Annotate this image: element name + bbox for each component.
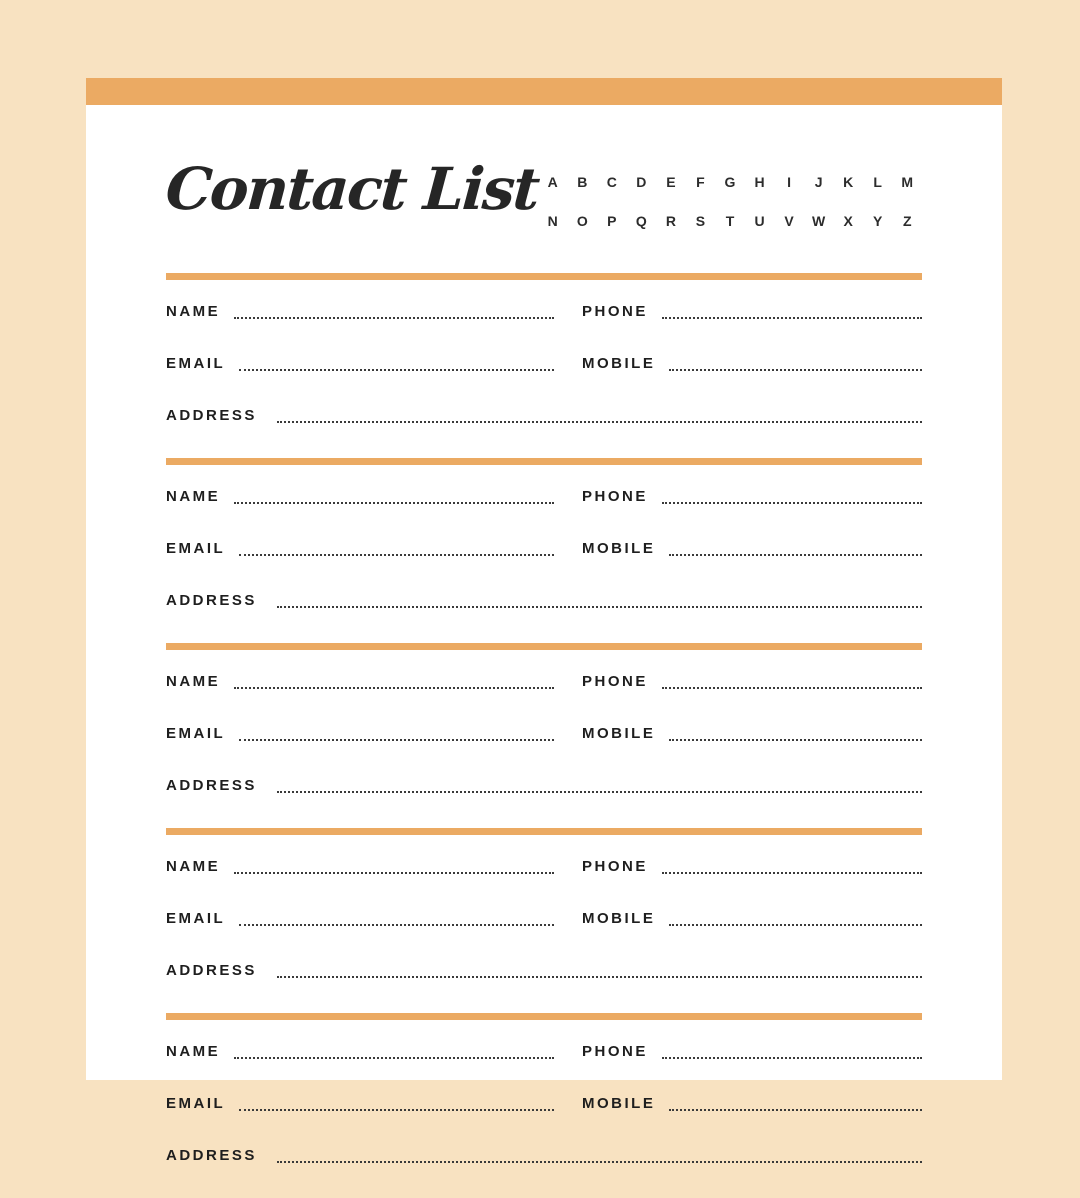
name-label: NAME [166,673,221,690]
address-label: ADDRESS [166,962,257,979]
alphabet-letter: P [607,213,617,229]
alphabet-letter: X [843,213,853,229]
mobile-field [582,1094,922,1114]
alphabet-letter: R [665,213,676,229]
mobile-write-line [669,554,922,556]
alphabet-letter: K [843,174,854,190]
address-row [166,406,922,426]
email-mobile-row [166,1094,922,1114]
name-phone-row [166,302,922,322]
contact-entry-section [166,828,922,1013]
phone-label: PHONE [582,673,648,690]
phone-label: PHONE [582,488,648,505]
contact-entry-section [166,273,922,458]
email-label: EMAIL [166,355,226,372]
address-row [166,591,922,611]
mobile-write-line [669,924,922,926]
mobile-field [582,354,922,374]
name-label: NAME [166,858,221,875]
phone-field [582,1042,922,1062]
alphabet-letter: I [787,174,791,190]
alphabet-letter: V [784,213,794,229]
phone-field [582,857,922,877]
alphabet-row-n-z [538,212,922,231]
address-field [166,776,922,796]
name-write-line [234,502,554,504]
name-write-line [234,1057,554,1059]
name-write-line [234,317,554,319]
alphabet-letter: Y [873,213,883,229]
email-field [166,909,554,929]
email-field [166,354,554,374]
address-label: ADDRESS [166,1147,257,1164]
contact-entry-section [166,458,922,643]
address-label: ADDRESS [166,592,257,609]
mobile-write-line [669,369,922,371]
alphabet-letter: Z [902,213,912,229]
email-field [166,539,554,559]
phone-write-line [662,1057,922,1059]
page-content [86,105,1002,1198]
name-phone-row [166,1042,922,1062]
phone-write-line [662,502,922,504]
alphabet-letter: N [547,213,558,229]
name-field [166,857,554,877]
address-label: ADDRESS [166,777,257,794]
name-write-line [234,872,554,874]
mobile-label: MOBILE [582,725,656,742]
name-phone-row [166,487,922,507]
address-row [166,961,922,981]
address-write-line [277,606,922,608]
alphabet-letter: D [636,174,647,190]
mobile-write-line [669,1109,922,1111]
email-mobile-row [166,354,922,374]
name-write-line [234,687,554,689]
address-write-line [277,421,922,423]
address-label: ADDRESS [166,407,257,424]
section-divider-bar [166,273,922,280]
address-row [166,1146,922,1166]
phone-write-line [662,317,922,319]
alphabet-letter: M [901,174,914,190]
contact-list-page [86,78,1002,1164]
email-mobile-row [166,909,922,929]
alphabet-letter: A [547,174,558,190]
name-label: NAME [166,488,221,505]
section-divider-bar [166,1013,922,1020]
phone-field [582,672,922,692]
address-row [166,776,922,796]
email-write-line [239,1109,554,1111]
email-write-line [239,739,554,741]
address-field [166,591,922,611]
name-field [166,672,554,692]
page-top-accent-bar [86,78,1002,105]
name-label: NAME [166,303,221,320]
alphabet-letter: H [754,174,765,190]
alphabet-letter: S [695,213,706,229]
alphabet-letter: W [811,213,826,229]
email-write-line [239,924,554,926]
address-field [166,1146,922,1166]
email-write-line [239,554,554,556]
alphabet-letter: G [724,174,736,190]
email-label: EMAIL [166,725,226,742]
phone-label: PHONE [582,1043,648,1060]
contact-sections [166,273,922,1198]
phone-field [582,302,922,322]
section-divider-bar [166,828,922,835]
email-label: EMAIL [166,1095,226,1112]
email-mobile-row [166,539,922,559]
phone-write-line [662,687,922,689]
address-write-line [277,791,922,793]
alphabet-letter: O [576,213,588,229]
alphabet-letter: T [725,213,735,229]
contact-entry-section [166,1013,922,1198]
email-field [166,1094,554,1114]
email-mobile-row [166,724,922,744]
alphabet-row-a-m [538,173,922,192]
mobile-field [582,909,922,929]
email-label: EMAIL [166,540,226,557]
page-header [163,105,922,273]
alphabet-letter: F [696,174,705,190]
alphabet-letter: E [666,174,676,190]
name-phone-row [166,857,922,877]
address-field [166,406,922,426]
alphabet-letter: J [814,174,823,190]
section-divider-bar [166,458,922,465]
address-write-line [277,1161,922,1163]
section-divider-bar [166,643,922,650]
mobile-label: MOBILE [582,540,656,557]
name-label: NAME [166,1043,221,1060]
phone-field [582,487,922,507]
mobile-field [582,539,922,559]
phone-label: PHONE [582,858,648,875]
email-write-line [239,369,554,371]
alphabet-letter: U [754,213,765,229]
mobile-write-line [669,739,922,741]
address-write-line [277,976,922,978]
contact-entry-section [166,643,922,828]
name-field [166,1042,554,1062]
name-field [166,302,554,322]
page-title: Contact List [163,155,541,223]
email-field [166,724,554,744]
phone-write-line [662,872,922,874]
mobile-label: MOBILE [582,1095,656,1112]
mobile-label: MOBILE [582,910,656,927]
alphabet-letter: C [606,174,617,190]
alphabet-letter: L [873,174,882,190]
alphabet-index [538,147,922,231]
mobile-field [582,724,922,744]
mobile-label: MOBILE [582,355,656,372]
phone-label: PHONE [582,303,648,320]
alphabet-letter: Q [635,213,647,229]
name-phone-row [166,672,922,692]
alphabet-letter: B [577,174,588,190]
name-field [166,487,554,507]
address-field [166,961,922,981]
email-label: EMAIL [166,910,226,927]
